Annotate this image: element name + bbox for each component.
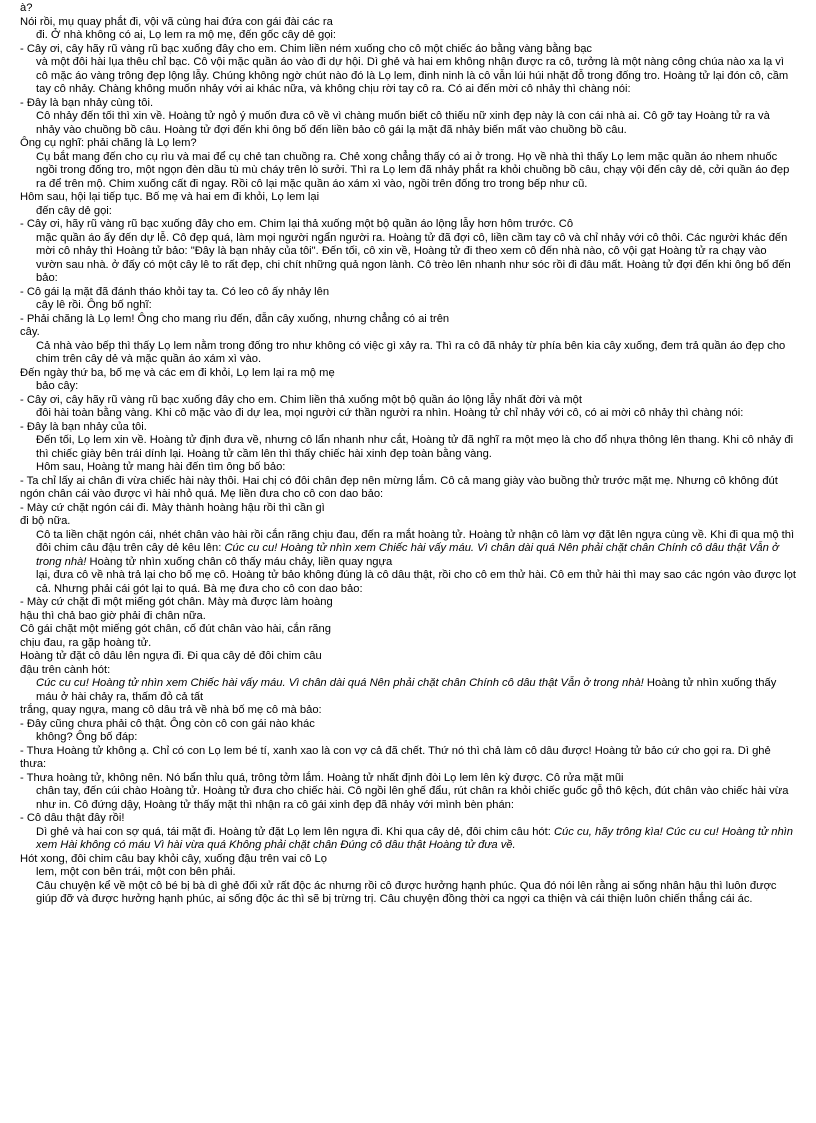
paragraph [20, 529, 796, 570]
paragraph: - Mày cứ chặt đi một miếng gót chân. Mày mà được làm hoàng [20, 596, 333, 608]
text-line: đến cây dẻ gọi: [36, 204, 112, 217]
paragraph: - Đây cũng chưa phải cô thật. Ông còn cô con gái nào khác [20, 717, 315, 730]
text-line: à? [20, 2, 33, 14]
paragraph [20, 677, 796, 704]
text-run: Hoàng tử nhìn xuống thấy máu ở hài chảy ra, thấm đỏ cả tất [36, 677, 777, 703]
text-line: - Cây ơi, hãy rũ vàng rũ bạc xuống đây cho em. Chim lại thả xuống một bộ quần áo lộng lẫy hơn hôm trước. Cô [20, 218, 574, 230]
paragraph: Hoàng tử đặt cô dâu lên ngựa đi. Đi qua cây dẻ đôi chim câu [20, 650, 322, 662]
paragraph: lại, đưa cô về nhà trả lại cho bố mẹ cô. Hoàng tử bảo không đúng là cô dâu thật, rồi cho cô em thử hài. Cô em thử hài thì may sao các ngón vào được lọt cả. Nhưng phải cái gót lại to quá. Bà mẹ đưa cho cô con dao bảo: [36, 569, 796, 595]
paragraph: Hót xong, đôi chim câu bay khỏi cây, xuống đậu trên vai cô Lọ [20, 852, 328, 865]
text-line: Cụ bắt mang đến cho cụ rìu và mai để cụ chẻ tan chuồng ra. Chẻ xong chẳng thấy có ai ở trong. Họ về nhà thì thấy Lọ lem mặc quần áo nhem nhuốc ngồi trong đống tro, một ngọn đèn dầu tù mù cháy trên lò sưởi. Thì ra Lọ lem đã nhảy phắt ra khỏi chuồng bồ câu, chạy vội đến cây dẻ, cởi quần áo đẹp ra để trên mộ. Chim xuống cất đi ngay. Rồi cô lại mặc quần áo xám xì vào, ngồi trên đống tro trong bếp như cũ. [36, 150, 790, 190]
text-line: Cả nhà vào bếp thì thấy Lọ lem nằm trong đống tro như không có việc gì xảy ra. Thì ra cô đã nhảy từ phía bên kia cây xuống, đem trả quần áo đẹp cho chim trên cây dẻ và mặc quần áo xám xì vào. [36, 339, 786, 365]
text-line: đôi hài toàn bằng vàng. Khi cô mặc vào đi dự lea, mọi người cứ thần người ra nhìn. Hoàng tử chỉ nhảy với cô, có ai mời cô nhảy thì chàng nói: [36, 407, 744, 419]
text-line: mặc quần áo ấy đến dự lễ. Cô đẹp quá, làm mọi người ngẩn người ra. Hoàng tử đã đợi cô, liền cầm tay cô và chỉ nhảy với cô thôi. Các người khác đến mời cô nhảy thì Hoàng tử bảo: "Đây là bạn nhảy của tôi". Đến tối, cô xin về, Hoàng tử đi theo xem cô đến nhà nào, cô vội gạt Hoàng tử ra chạy vào vườn sau nhà. ở đấy có một cây lê to rất đẹp, chi chít những quả ngon lành. Cô trèo lên nhanh như sóc rồi đi đâu mất. Hoàng tử đợi đến khi ông bố đến bảo: [36, 231, 791, 284]
text-line: - Mày cứ chặt ngón cái đi. Mày thành hoàng hậu rồi thì cần gì [20, 501, 325, 514]
paragraph: - Thưa Hoàng tử không ạ. Chỉ có con Lọ lem bé tí, xanh xao là con vợ cả đã chết. Thứ nó thì chả làm cô dâu được! Hoàng tử bảo cứ cho gọi ra. Dì ghẻ thưa: [20, 744, 771, 770]
text-line: đi bộ nữa. [20, 515, 71, 527]
paragraph: - Thưa hoàng tử, không nên. Nó bẩn thỉu quá, trông tởm lắm. Hoàng tử nhất định đòi Lọ lem lên kỳ được. Cô rửa mặt mũi [20, 771, 624, 784]
text-run: Hoàng tử nhìn xuống chân cô thấy máu chảy, liền quay ngựa [86, 555, 393, 568]
text-line: Đến ngày thứ ba, bố mẹ và các em đi khỏi, Lọ lem lại ra mộ mẹ [20, 366, 335, 379]
text-line: - Cây ơi, cây hãy rũ vàng rũ bạc xuống đây cho em. Chim liền thả xuống một bộ quần áo lộng lẫy nhất đời và một [20, 393, 582, 406]
paragraph: Câu chuyện kể về một cô bé bị bà dì ghẻ đối xử rất độc ác nhưng rồi cô được hưởng hạnh phúc. Qua đó nói lên rằng ai sống nhân hậu thì luôn được giúp đỡ và được hưởng hạnh phúc, ai sống độc ác thì sẽ bị trừng trị. Câu chuyện đồng thời ca ngợi ca thiện và cái thiện luôn chiến thắng cái ác. [36, 879, 777, 905]
paragraph: đậu trên cành hót: [20, 663, 111, 676]
text-run: Dì ghẻ và hai con sợ quá, tái mặt đi. Hoàng tử đặt Lọ lem lên ngựa đi. Khi qua cây dẻ, đôi chim câu hót: [36, 825, 554, 838]
text-run: Cô ta liền chặt ngón cái, nhét chân vào hài rồi cắn răng chịu đau, đến ra mắt hoàng tử. Hoàng tử nhận cô làm vợ đặt lên ngựa cùng về. Khi đi qua mộ thì đôi chim câu đậu trên cây dẻ kêu lên: [36, 528, 795, 554]
paragraph: - Cô dâu thật đây rồi! [20, 812, 125, 824]
text-line: Nói rồi, mụ quay phắt đi, vội vã cùng hai đứa con gái đài các ra [20, 15, 333, 28]
italic-verse: Cúc cu, hãy trông kìa! Cúc cu cu! Hoàng tử nhìn xem Hài không có máu Vì hài vừa quá Không phải chặt chân Đúng cô dâu thật Hoàng tử đưa về. [36, 825, 794, 851]
text-line: và một đôi hài lụa thêu chỉ bạc. Cô vội mặc quần áo vào đi dự hội. Dì ghẻ và hai em không nhận được ra cô, tưởng là một nàng công chúa nào xa lạ vì cô mặc áo vàng trông đẹp lộng lẫy. Chúng không ngờ chút nào đó là Lọ lem, đinh ninh là cô vẫn lúi húi nhặt đỗ trong đống tro. Hoàng tử lại đón cô, cầm tay cô nhảy. Chàng không muốn nhảy với ai khác nữa, và không chịu rời tay cô ra. Có ai đến mời cô nhảy thì chàng nói: [36, 56, 789, 95]
paragraph: lem, một con bên trái, một con bên phải. [36, 866, 236, 878]
story-text-block [20, 2, 796, 529]
paragraph [20, 826, 796, 853]
text-line: đi. Ở nhà không có ai, Lọ lem ra mộ mẹ, đến gốc cây dẻ gọi: [36, 29, 337, 41]
text-line: - Đây là bạn nhảy của tôi. [20, 420, 147, 433]
text-line: Đến tối, Lọ lem xin về. Hoàng tử định đưa về, nhưng cô lẩn nhanh như cắt, Hoàng tử đã nghĩ ra một mẹo là cho đổ nhựa thông lên thang. Khi cô nhảy đi thì chiếc giày bên trái dính lại. Hoàng tử cầm lên thì thấy chiếc hài xinh đẹp toàn bằng vàng. [36, 434, 794, 460]
paragraph: không? Ông bố đáp: [36, 731, 138, 743]
text-line: Hôm sau, hội lại tiếp tục. Bố mẹ và hai em đi khỏi, Lọ lem lại [20, 191, 320, 203]
text-line: Hôm sau, Hoàng tử mang hài đến tìm ông bố bảo: [36, 461, 286, 473]
text-line: - Đây là bạn nhảy cùng tôi. [20, 96, 154, 109]
text-line: - Ta chỉ lấy ai chân đi vừa chiếc hài này thôi. Hai chị có đôi chân đẹp nên mừng lắm. Cô cả mang giày vào buồng thử trước mặt mẹ. Nhưng cô không đút ngón chân cái vào được vì hài nhỏ quá. Mẹ liền đưa cho cô con dao bảo: [20, 474, 778, 500]
italic-verse: Cúc cu cu! Hoàng tử nhìn xem Chiếc hài vấy máu. Vì chân dài quá Nên phải chặt chân Chính cô dâu thật Vẫn ở trong nhà! [36, 677, 644, 689]
text-line: cây lê rồi. Ông bố nghĩ: [36, 299, 152, 311]
text-line: cây. [20, 326, 40, 338]
text-line: - Cô gái lạ mặt đã đánh tháo khỏi tay ta. Có leo cô ấy nhảy lên [20, 285, 330, 298]
text-line: Cô nhảy đến tối thì xin về. Hoàng tử ngỏ ý muốn đưa cô về vì chàng muốn biết cô thiếu nữ xinh đẹp này là con cái nhà ai. Cô gỡ tay Hoàng tử ra và nhảy vào chuồng bồ câu. Hoàng tử đợi đến khi ông bố đến liền bảo cô gái lạ mặt đã nhảy biến mất vào chuồng bồ câu. [36, 110, 770, 136]
paragraph: Cô gái chặt một miếng gót chân, cố đút chân vào hài, cắn răng [20, 623, 331, 635]
paragraph: trắng, quay ngựa, mang cô dâu trả về nhà bố mẹ cô mà bảo: [20, 704, 322, 716]
text-line: bảo cây: [36, 380, 79, 392]
paragraph: chân tay, đến cúi chào Hoàng tử. Hoàng tử đưa cho chiếc hài. Cô ngồi lên ghế đẩu, rút chân ra khỏi chiếc guốc gỗ thô kệch, đút chân vào chiếc hài vừa như in. Cô đứng dậy, Hoàng tử thấy mặt thì nhận ra cô gái xinh đẹp đã nhảy với mình bèn phán: [36, 785, 789, 811]
italic-verse: Cúc cu cu! Hoàng tử nhìn xem Chiếc hài vấy máu. Vì chân dài quá Nên phải chặt chân Chính cô dâu thật Vẫn ở trong nhà! [36, 542, 779, 568]
text-line: - Cây ơi, cây hãy rũ vàng rũ bạc xuống đây cho em. Chim liền ném xuống cho cô một chiếc áo bằng vàng bằng bạc [20, 42, 593, 55]
paragraph: hậu thì chả bao giờ phải đi chân nữa. [20, 609, 206, 622]
text-line: - Phải chăng là Lọ lem! Ông cho mang rìu đến, đẵn cây xuống, nhưng chẳng có ai trên [20, 312, 450, 325]
paragraph: chịu đau, ra gặp hoàng tử. [20, 636, 152, 649]
text-line: Ông cụ nghĩ: phải chăng là Lọ lem? [20, 137, 197, 149]
